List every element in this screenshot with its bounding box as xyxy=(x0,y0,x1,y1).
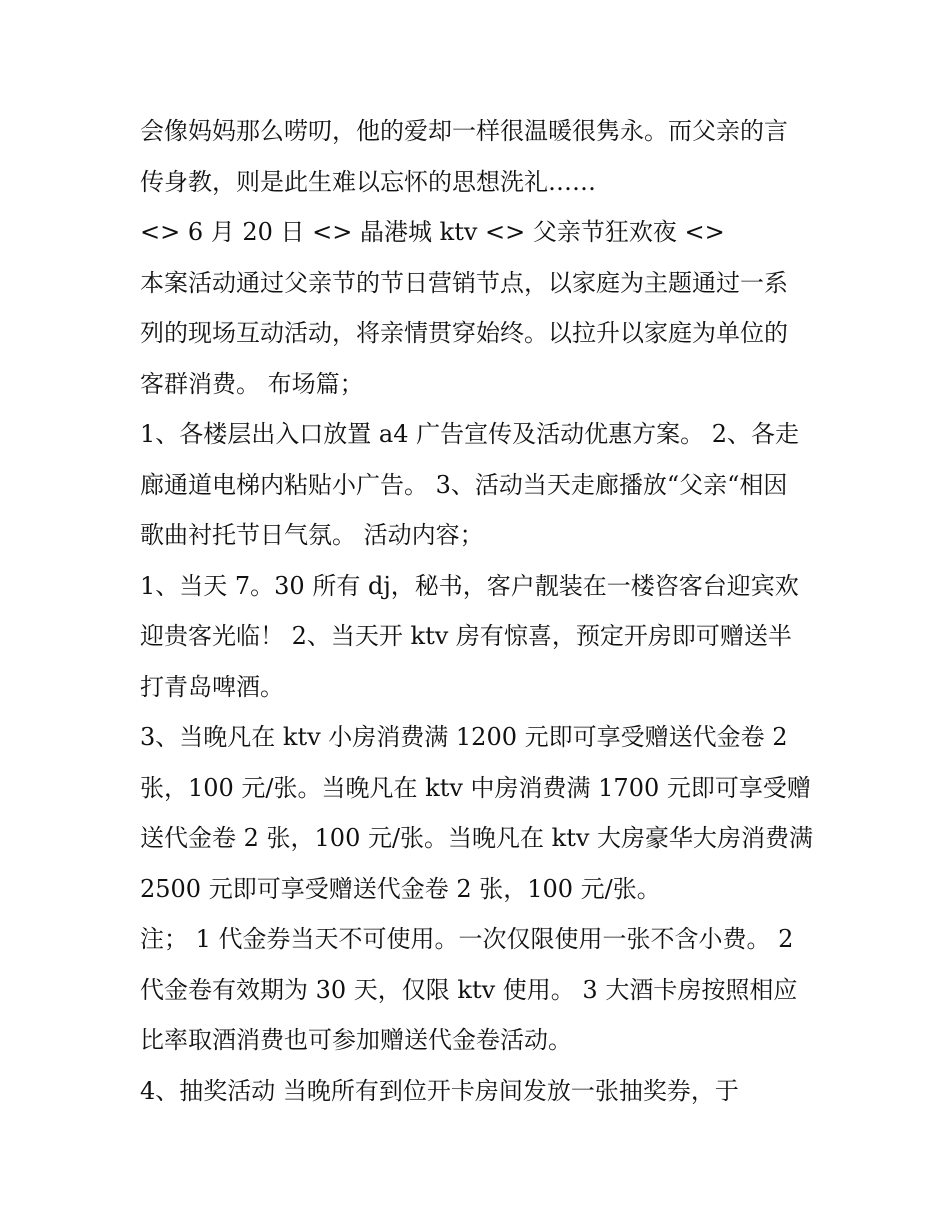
text-line: 张，100 元/张。当晚凡在 ktv 中房消费满 1700 元即可享受赠 xyxy=(140,773,811,802)
text-line: 3、当晚凡在 ktv 小房消费满 1200 元即可享受赠送代金卷 2 xyxy=(140,723,788,751)
text-line: 会像妈妈那么唠叨，他的爱却一样很温暖很隽永。而父亲的言 xyxy=(140,117,788,145)
text-line: 传身教，则是此生难以忘怀的思想洗礼…… xyxy=(140,167,596,196)
text-line: 廊通道电梯内粘贴小广告。 3、活动当天走廊播放“父亲“相因 xyxy=(140,470,788,499)
text-line: 4、抽奖活动 当晚所有到位开卡房间发放一张抽奖券，于 xyxy=(140,1076,739,1105)
text-line: 2500 元即可享受赠送代金卷 2 张，100 元/张。 xyxy=(140,874,661,903)
text-line: 1、各楼层出入口放置 a4 广告宣传及活动优惠方案。 2、各走 xyxy=(140,420,800,448)
text-line: 本案活动通过父亲节的节日营销节点，以家庭为主题通过一系 xyxy=(140,268,788,297)
text-line: 代金卷有效期为 30 天，仅限 ktv 使用。 3 大酒卡房按照相应 xyxy=(140,975,798,1004)
text-line: 迎贵客光临！ 2、当天开 ktv 房有惊喜，预定开房即可赠送半 xyxy=(140,622,792,650)
text-line: <> 6 月 20 日 <> 晶港城 ktv <> 父亲节狂欢夜 <> xyxy=(140,218,725,246)
text-line: 比率取酒消费也可参加赠送代金卷活动。 xyxy=(140,1026,572,1054)
text-line: 歌曲衬托节日气氛。 活动内容； xyxy=(140,521,484,549)
text-line: 1、当天 7。30 所有 dj，秘书，客户靓装在一楼咨客台迎宾欢 xyxy=(140,571,799,600)
text-line: 打青岛啤酒。 xyxy=(140,672,284,701)
text-line: 注； 1 代金券当天不可使用。一次仅限使用一张不含小费。 2 xyxy=(140,925,794,953)
document-body xyxy=(140,106,830,1116)
text-line: 列的现场互动活动，将亲情贯穿始终。以拉升以家庭为单位的 xyxy=(140,319,788,347)
text-line: 客群消费。 布场篇； xyxy=(140,369,364,398)
text-line: 送代金卷 2 张，100 元/张。当晚凡在 ktv 大房豪华大房消费满 xyxy=(140,824,814,852)
